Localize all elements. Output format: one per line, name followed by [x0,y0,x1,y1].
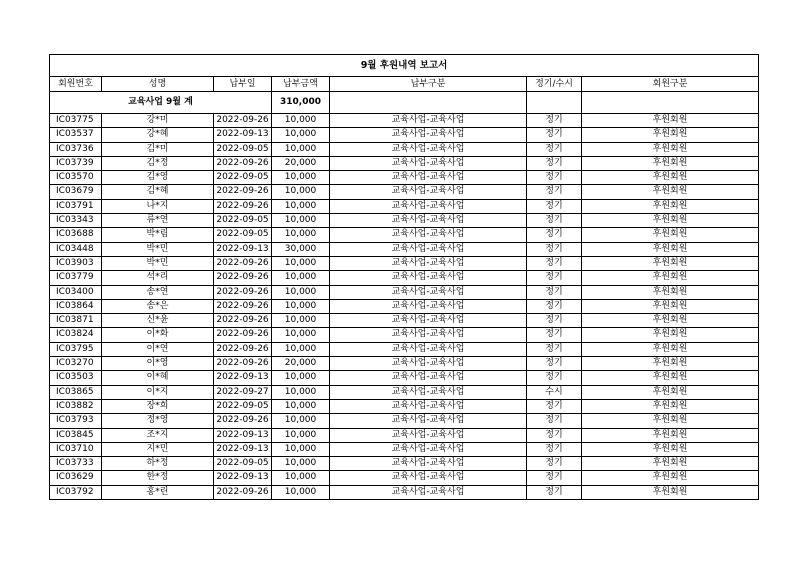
amount-cell: 10,000 [272,471,330,485]
name-cell: 김*정 [102,156,214,170]
member-id-cell: IC03503 [50,371,102,385]
regular-cell: 정기 [527,314,582,328]
pay-date-cell: 2022-09-13 [214,428,272,442]
pay-date-cell: 2022-09-05 [214,214,272,228]
regular-cell: 정기 [527,328,582,342]
pay-type-cell: 교육사업-교육사업 [330,185,527,199]
name-cell: 강*혜 [102,128,214,142]
amount-cell: 10,000 [272,428,330,442]
name-cell: 한*정 [102,471,214,485]
member-type-cell: 후원회원 [582,271,759,285]
table-row [50,428,759,442]
member-type-cell: 후원회원 [582,242,759,256]
pay-date-cell: 2022-09-26 [214,299,272,313]
amount-cell: 10,000 [272,371,330,385]
pay-type-cell: 교육사업-교육사업 [330,156,527,170]
summary-empty [527,92,582,114]
member-id-cell: IC03793 [50,414,102,428]
amount-cell: 10,000 [272,114,330,128]
name-cell: 김*영 [102,171,214,185]
table-row [50,371,759,385]
amount-cell: 10,000 [272,214,330,228]
name-cell: 송*은 [102,299,214,313]
pay-date-cell: 2022-09-26 [214,114,272,128]
member-id-cell: IC03795 [50,342,102,356]
name-cell: 이*지 [102,385,214,399]
member-id-cell: IC03736 [50,142,102,156]
member-type-cell: 후원회원 [582,114,759,128]
amount-cell: 10,000 [272,314,330,328]
donation-table [49,54,759,500]
table-row [50,457,759,471]
pay-date-cell: 2022-09-13 [214,371,272,385]
amount-cell: 10,000 [272,442,330,456]
member-id-cell: IC03270 [50,357,102,371]
header-amount: 납부금액 [272,77,330,92]
table-row [50,171,759,185]
member-type-cell: 후원회원 [582,342,759,356]
member-type-cell: 후원회원 [582,156,759,170]
pay-type-cell: 교육사업-교육사업 [330,342,527,356]
member-type-cell: 후원회원 [582,285,759,299]
table-row [50,156,759,170]
pay-date-cell: 2022-09-26 [214,156,272,170]
pay-type-cell: 교육사업-교육사업 [330,357,527,371]
summary-label: 교육사업 9월 계 [50,92,272,114]
pay-date-cell: 2022-09-13 [214,128,272,142]
amount-cell: 10,000 [272,414,330,428]
member-type-cell: 후원회원 [582,142,759,156]
pay-date-cell: 2022-09-26 [214,357,272,371]
pay-type-cell: 교육사업-교육사업 [330,471,527,485]
table-row [50,242,759,256]
member-type-cell: 후원회원 [582,457,759,471]
name-cell: 홍*린 [102,485,214,499]
regular-cell: 정기 [527,214,582,228]
amount-cell: 20,000 [272,357,330,371]
table-row [50,485,759,499]
member-type-cell: 후원회원 [582,328,759,342]
pay-type-cell: 교육사업-교육사업 [330,199,527,213]
amount-cell: 10,000 [272,299,330,313]
header-pay-date: 납부일 [214,77,272,92]
summary-row [50,92,759,114]
pay-type-cell: 교육사업-교육사업 [330,442,527,456]
table-row [50,385,759,399]
regular-cell: 정기 [527,185,582,199]
name-cell: 나*지 [102,199,214,213]
header-regular: 정기/수시 [527,77,582,92]
pay-date-cell: 2022-09-05 [214,457,272,471]
table-row [50,214,759,228]
pay-type-cell: 교육사업-교육사업 [330,256,527,270]
member-type-cell: 후원회원 [582,299,759,313]
table-row [50,314,759,328]
pay-date-cell: 2022-09-05 [214,399,272,413]
member-type-cell: 후원회원 [582,385,759,399]
name-cell: 이*영 [102,357,214,371]
table-row [50,342,759,356]
pay-date-cell: 2022-09-26 [214,199,272,213]
regular-cell: 정기 [527,442,582,456]
pay-type-cell: 교육사업-교육사업 [330,271,527,285]
pay-type-cell: 교육사업-교육사업 [330,328,527,342]
regular-cell: 정기 [527,114,582,128]
member-id-cell: IC03570 [50,171,102,185]
regular-cell: 정기 [527,242,582,256]
regular-cell: 수시 [527,385,582,399]
amount-cell: 10,000 [272,256,330,270]
member-id-cell: IC03688 [50,228,102,242]
name-cell: 지*민 [102,442,214,456]
header-member-type: 회원구분 [582,77,759,92]
regular-cell: 정기 [527,171,582,185]
regular-cell: 정기 [527,399,582,413]
name-cell: 송*연 [102,285,214,299]
table-row [50,414,759,428]
pay-type-cell: 교육사업-교육사업 [330,428,527,442]
regular-cell: 정기 [527,485,582,499]
table-row [50,128,759,142]
pay-type-cell: 교육사업-교육사업 [330,171,527,185]
member-type-cell: 후원회원 [582,414,759,428]
table-row [50,285,759,299]
amount-cell: 10,000 [272,457,330,471]
header-member-id: 회원번호 [50,77,102,92]
amount-cell: 10,000 [272,385,330,399]
name-cell: 석*리 [102,271,214,285]
summary-empty [582,92,759,114]
member-type-cell: 후원회원 [582,256,759,270]
pay-date-cell: 2022-09-26 [214,314,272,328]
pay-type-cell: 교육사업-교육사업 [330,299,527,313]
table-row [50,199,759,213]
table-row [50,256,759,270]
name-cell: 이*연 [102,342,214,356]
name-cell: 박*민 [102,242,214,256]
member-id-cell: IC03629 [50,471,102,485]
pay-date-cell: 2022-09-13 [214,442,272,456]
table-row [50,228,759,242]
table-row [50,299,759,313]
amount-cell: 10,000 [272,285,330,299]
member-id-cell: IC03845 [50,428,102,442]
name-cell: 박*민 [102,256,214,270]
member-type-cell: 후원회원 [582,214,759,228]
report-title: 9월 후원내역 보고서 [50,55,759,77]
member-type-cell: 후원회원 [582,442,759,456]
amount-cell: 10,000 [272,199,330,213]
pay-type-cell: 교육사업-교육사업 [330,385,527,399]
name-cell: 조*지 [102,428,214,442]
table-row [50,114,759,128]
member-type-cell: 후원회원 [582,428,759,442]
member-id-cell: IC03400 [50,285,102,299]
amount-cell: 10,000 [272,128,330,142]
amount-cell: 10,000 [272,342,330,356]
regular-cell: 정기 [527,471,582,485]
member-type-cell: 후원회원 [582,228,759,242]
pay-date-cell: 2022-09-13 [214,471,272,485]
table-row [50,471,759,485]
pay-type-cell: 교육사업-교육사업 [330,128,527,142]
table-row [50,142,759,156]
pay-type-cell: 교육사업-교육사업 [330,214,527,228]
pay-date-cell: 2022-09-26 [214,342,272,356]
amount-cell: 10,000 [272,399,330,413]
pay-type-cell: 교육사업-교육사업 [330,285,527,299]
member-id-cell: IC03343 [50,214,102,228]
regular-cell: 정기 [527,371,582,385]
member-id-cell: IC03865 [50,385,102,399]
name-cell: 류*연 [102,214,214,228]
pay-type-cell: 교육사업-교육사업 [330,457,527,471]
member-type-cell: 후원회원 [582,399,759,413]
pay-date-cell: 2022-09-26 [214,271,272,285]
name-cell: 김*미 [102,142,214,156]
name-cell: 정*영 [102,414,214,428]
regular-cell: 정기 [527,228,582,242]
member-id-cell: IC03882 [50,399,102,413]
pay-date-cell: 2022-09-26 [214,414,272,428]
regular-cell: 정기 [527,285,582,299]
name-cell: 김*혜 [102,185,214,199]
pay-type-cell: 교육사업-교육사업 [330,228,527,242]
member-type-cell: 후원회원 [582,371,759,385]
pay-date-cell: 2022-09-26 [214,485,272,499]
member-id-cell: IC03775 [50,114,102,128]
name-cell: 하*정 [102,457,214,471]
pay-date-cell: 2022-09-13 [214,242,272,256]
pay-date-cell: 2022-09-26 [214,256,272,270]
member-id-cell: IC03824 [50,328,102,342]
regular-cell: 정기 [527,457,582,471]
name-cell: 장*희 [102,399,214,413]
name-cell: 강*미 [102,114,214,128]
member-type-cell: 후원회원 [582,128,759,142]
pay-date-cell: 2022-09-05 [214,228,272,242]
pay-type-cell: 교육사업-교육사업 [330,414,527,428]
member-id-cell: IC03871 [50,314,102,328]
amount-cell: 10,000 [272,228,330,242]
regular-cell: 정기 [527,428,582,442]
table-row [50,399,759,413]
header-name: 성명 [102,77,214,92]
summary-empty [330,92,527,114]
member-id-cell: IC03448 [50,242,102,256]
pay-type-cell: 교육사업-교육사업 [330,114,527,128]
table-row [50,357,759,371]
report [49,54,758,500]
name-cell: 이*화 [102,328,214,342]
amount-cell: 30,000 [272,242,330,256]
regular-cell: 정기 [527,156,582,170]
amount-cell: 10,000 [272,171,330,185]
pay-type-cell: 교육사업-교육사업 [330,314,527,328]
table-row [50,271,759,285]
amount-cell: 10,000 [272,328,330,342]
member-id-cell: IC03791 [50,199,102,213]
regular-cell: 정기 [527,414,582,428]
table-row [50,328,759,342]
header-row [50,77,759,92]
summary-amount: 310,000 [272,92,330,114]
regular-cell: 정기 [527,271,582,285]
member-id-cell: IC03710 [50,442,102,456]
pay-date-cell: 2022-09-05 [214,142,272,156]
regular-cell: 정기 [527,357,582,371]
amount-cell: 10,000 [272,142,330,156]
member-id-cell: IC03792 [50,485,102,499]
title-row [50,55,759,77]
member-type-cell: 후원회원 [582,185,759,199]
regular-cell: 정기 [527,142,582,156]
pay-date-cell: 2022-09-26 [214,285,272,299]
pay-type-cell: 교육사업-교육사업 [330,485,527,499]
pay-date-cell: 2022-09-26 [214,328,272,342]
table-row [50,442,759,456]
pay-date-cell: 2022-09-05 [214,171,272,185]
pay-type-cell: 교육사업-교육사업 [330,242,527,256]
name-cell: 이*혜 [102,371,214,385]
amount-cell: 10,000 [272,485,330,499]
member-id-cell: IC03679 [50,185,102,199]
amount-cell: 10,000 [272,185,330,199]
regular-cell: 정기 [527,199,582,213]
pay-date-cell: 2022-09-27 [214,385,272,399]
member-type-cell: 후원회원 [582,485,759,499]
member-id-cell: IC03733 [50,457,102,471]
name-cell: 박*림 [102,228,214,242]
regular-cell: 정기 [527,342,582,356]
pay-date-cell: 2022-09-26 [214,185,272,199]
member-id-cell: IC03903 [50,256,102,270]
member-id-cell: IC03864 [50,299,102,313]
regular-cell: 정기 [527,299,582,313]
member-type-cell: 후원회원 [582,199,759,213]
amount-cell: 20,000 [272,156,330,170]
pay-type-cell: 교육사업-교육사업 [330,142,527,156]
member-type-cell: 후원회원 [582,357,759,371]
name-cell: 신*윤 [102,314,214,328]
header-pay-type: 납부구분 [330,77,527,92]
pay-type-cell: 교육사업-교육사업 [330,371,527,385]
member-type-cell: 후원회원 [582,471,759,485]
pay-type-cell: 교육사업-교육사업 [330,399,527,413]
amount-cell: 10,000 [272,271,330,285]
regular-cell: 정기 [527,256,582,270]
member-id-cell: IC03739 [50,156,102,170]
member-type-cell: 후원회원 [582,171,759,185]
table-row [50,185,759,199]
member-id-cell: IC03537 [50,128,102,142]
regular-cell: 정기 [527,128,582,142]
member-type-cell: 후원회원 [582,314,759,328]
member-id-cell: IC03779 [50,271,102,285]
